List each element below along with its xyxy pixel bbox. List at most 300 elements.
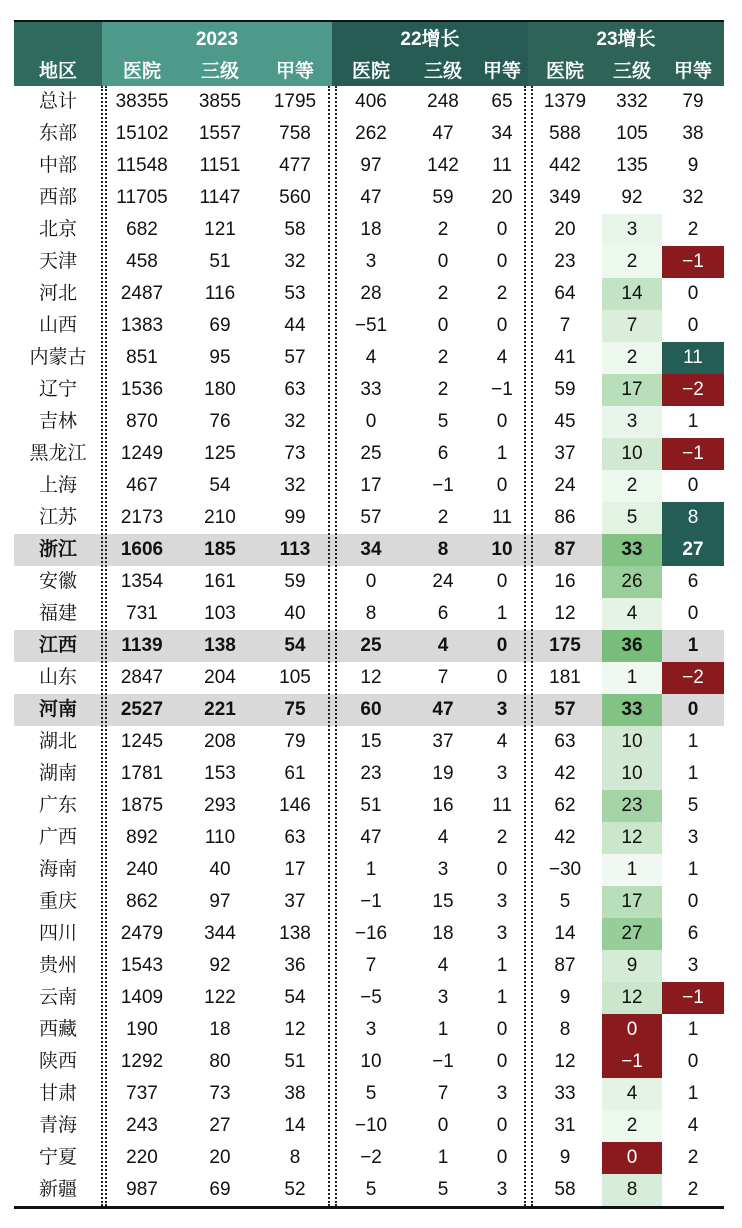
region-name: 山西 bbox=[38, 315, 77, 336]
cell-gradeA-2023: 38 bbox=[284, 1083, 306, 1104]
cell-tier3-22g: −1 bbox=[432, 475, 454, 496]
cell-hosp-22g: 51 bbox=[360, 795, 382, 816]
table-row bbox=[14, 246, 724, 278]
table-row bbox=[14, 822, 724, 854]
cell-gradeA-22g: 10 bbox=[491, 539, 513, 560]
cell-tier3-2023: 3855 bbox=[198, 91, 242, 112]
cell-gradeA-23g: 1 bbox=[687, 635, 699, 656]
cell-gradeA-2023: 63 bbox=[284, 379, 306, 400]
cell-hosp-2023: 682 bbox=[126, 219, 158, 240]
cell-hosp-2023: 2479 bbox=[120, 923, 164, 944]
cell-hosp-22g: 12 bbox=[360, 667, 382, 688]
region-name: 贵州 bbox=[38, 955, 77, 976]
cell-tier3-23g: 1 bbox=[602, 662, 662, 694]
cell-gradeA-23g: 0 bbox=[687, 315, 699, 336]
cell-tier3-23g: 1 bbox=[602, 854, 662, 886]
cell-tier3-23g: 332 bbox=[616, 91, 648, 112]
cell-gradeA-2023: 37 bbox=[284, 891, 306, 912]
region-name: 安徽 bbox=[38, 571, 77, 592]
cell-tier3-2023: 180 bbox=[204, 379, 236, 400]
cell-hosp-2023: 1249 bbox=[120, 443, 164, 464]
cell-hosp-2023: 1409 bbox=[120, 987, 164, 1008]
cell-hosp-22g: 23 bbox=[360, 763, 382, 784]
cell-tier3-22g: 24 bbox=[432, 571, 454, 592]
cell-tier3-23g: 135 bbox=[616, 155, 648, 176]
table-row bbox=[14, 982, 724, 1014]
cell-tier3-2023: 1147 bbox=[199, 187, 241, 208]
table-row bbox=[14, 1174, 724, 1206]
cell-hosp-23g: 58 bbox=[554, 1179, 576, 1200]
cell-gradeA-22g: 0 bbox=[496, 411, 508, 432]
cell-tier3-22g: 248 bbox=[427, 91, 459, 112]
cell-hosp-22g: −10 bbox=[354, 1115, 388, 1136]
region-name: 西部 bbox=[38, 187, 77, 208]
cell-hosp-23g: 42 bbox=[554, 827, 576, 848]
cell-gradeA-23g: 2 bbox=[687, 219, 699, 240]
cell-hosp-2023: 243 bbox=[126, 1115, 158, 1136]
cell-hosp-22g: 97 bbox=[360, 155, 382, 176]
cell-tier3-23g: 3 bbox=[602, 406, 662, 438]
table-row bbox=[14, 182, 724, 214]
cell-tier3-2023: 208 bbox=[204, 731, 236, 752]
cell-tier3-23g: 17 bbox=[602, 374, 662, 406]
cell-tier3-22g: 2 bbox=[437, 507, 449, 528]
cell-hosp-23g: 23 bbox=[554, 251, 576, 272]
cell-gradeA-22g: 11 bbox=[492, 155, 512, 176]
cell-gradeA-22g: 65 bbox=[491, 91, 513, 112]
region-name: 青海 bbox=[38, 1115, 77, 1136]
region-name: 河南 bbox=[38, 699, 77, 720]
cell-tier3-2023: 18 bbox=[209, 1019, 231, 1040]
cell-gradeA-22g: 0 bbox=[496, 667, 508, 688]
cell-gradeA-22g: 0 bbox=[496, 475, 508, 496]
cell-tier3-23g: 2 bbox=[602, 470, 662, 502]
cell-tier3-2023: 80 bbox=[209, 1051, 231, 1072]
cell-gradeA-2023: 40 bbox=[284, 603, 306, 624]
cell-tier3-22g: 7 bbox=[437, 667, 449, 688]
cell-gradeA-2023: 57 bbox=[284, 347, 306, 368]
region-name: 吉林 bbox=[38, 411, 77, 432]
cell-gradeA-23g: 0 bbox=[687, 891, 699, 912]
cell-hosp-23g: 7 bbox=[559, 315, 571, 336]
cell-tier3-23g: 2 bbox=[602, 246, 662, 278]
cell-hosp-22g: 47 bbox=[360, 827, 382, 848]
cell-gradeA-2023: 8 bbox=[289, 1147, 301, 1168]
cell-gradeA-22g: 1 bbox=[496, 603, 508, 624]
cell-gradeA-22g: 0 bbox=[496, 571, 508, 592]
cell-gradeA-22g: 0 bbox=[496, 1115, 508, 1136]
cell-tier3-22g: 37 bbox=[432, 731, 454, 752]
cell-hosp-23g: −30 bbox=[548, 859, 582, 880]
cell-gradeA-23g: −1 bbox=[662, 438, 724, 470]
cell-gradeA-2023: 75 bbox=[284, 699, 306, 720]
cell-hosp-2023: 190 bbox=[126, 1019, 158, 1040]
cell-hosp-2023: 731 bbox=[126, 603, 158, 624]
cell-gradeA-22g: 4 bbox=[496, 347, 508, 368]
cell-tier3-22g: 8 bbox=[437, 539, 449, 560]
cell-gradeA-22g: 0 bbox=[496, 635, 508, 656]
table-row bbox=[14, 374, 724, 406]
cell-tier3-23g: 36 bbox=[602, 630, 662, 662]
region-name: 辽宁 bbox=[38, 379, 77, 400]
cell-hosp-23g: 33 bbox=[554, 1083, 576, 1104]
cell-tier3-23g: 10 bbox=[602, 438, 662, 470]
cell-tier3-23g: 10 bbox=[602, 758, 662, 790]
cell-gradeA-2023: 1795 bbox=[273, 91, 317, 112]
cell-gradeA-23g: 4 bbox=[687, 1115, 699, 1136]
table-row bbox=[14, 950, 724, 982]
group-header-1: 22增长 bbox=[400, 29, 460, 50]
cell-gradeA-2023: 12 bbox=[284, 1019, 306, 1040]
cell-tier3-22g: 142 bbox=[427, 155, 459, 176]
cell-hosp-23g: 31 bbox=[554, 1115, 576, 1136]
cell-tier3-22g: 1 bbox=[437, 1019, 449, 1040]
table-row bbox=[14, 214, 724, 246]
group-separator-line bbox=[335, 86, 337, 1206]
table-row bbox=[14, 1046, 724, 1078]
region-name: 四川 bbox=[38, 923, 77, 944]
cell-tier3-2023: 185 bbox=[204, 539, 236, 560]
column-header-hosp-22g: 医院 bbox=[351, 61, 390, 82]
cell-tier3-22g: 16 bbox=[432, 795, 454, 816]
cell-tier3-2023: 20 bbox=[209, 1147, 231, 1168]
cell-hosp-23g: 175 bbox=[549, 635, 581, 656]
cell-gradeA-23g: 1 bbox=[687, 1019, 699, 1040]
region-name: 中部 bbox=[38, 155, 77, 176]
cell-gradeA-22g: 3 bbox=[496, 1083, 508, 1104]
cell-hosp-2023: 870 bbox=[126, 411, 158, 432]
cell-gradeA-22g: 11 bbox=[492, 795, 512, 816]
table-row bbox=[14, 118, 724, 150]
cell-hosp-22g: −51 bbox=[354, 315, 388, 336]
table-row bbox=[14, 790, 724, 822]
cell-tier3-2023: 40 bbox=[209, 859, 231, 880]
cell-hosp-23g: 12 bbox=[554, 1051, 576, 1072]
region-name: 江西 bbox=[38, 635, 77, 656]
cell-hosp-2023: 1245 bbox=[120, 731, 164, 752]
table-row bbox=[14, 918, 724, 950]
cell-gradeA-2023: 54 bbox=[284, 635, 306, 656]
cell-hosp-23g: 181 bbox=[549, 667, 581, 688]
cell-gradeA-2023: 32 bbox=[284, 411, 306, 432]
cell-tier3-2023: 69 bbox=[209, 315, 231, 336]
cell-tier3-2023: 110 bbox=[204, 827, 236, 848]
region-name: 黑龙江 bbox=[29, 443, 87, 464]
cell-gradeA-2023: 146 bbox=[279, 795, 311, 816]
cell-hosp-22g: 15 bbox=[360, 731, 382, 752]
cell-tier3-23g: 2 bbox=[602, 1110, 662, 1142]
cell-gradeA-23g: −1 bbox=[662, 982, 724, 1014]
cell-hosp-2023: 1543 bbox=[120, 955, 164, 976]
column-header-gradeA-22g: 甲等 bbox=[482, 61, 521, 82]
table-row bbox=[14, 342, 724, 374]
cell-tier3-22g: 4 bbox=[437, 635, 449, 656]
cell-hosp-23g: 42 bbox=[554, 763, 576, 784]
cell-tier3-2023: 161 bbox=[204, 571, 236, 592]
cell-gradeA-23g: 1 bbox=[687, 411, 699, 432]
table-row bbox=[14, 150, 724, 182]
cell-gradeA-23g: 11 bbox=[662, 342, 724, 374]
cell-hosp-23g: 588 bbox=[549, 123, 581, 144]
cell-tier3-23g: 17 bbox=[602, 886, 662, 918]
cell-hosp-22g: −5 bbox=[360, 987, 382, 1008]
cell-gradeA-2023: 17 bbox=[284, 859, 306, 880]
cell-gradeA-22g: 1 bbox=[496, 955, 508, 976]
table-row bbox=[14, 534, 724, 566]
cell-tier3-23g: 4 bbox=[602, 1078, 662, 1110]
table-row bbox=[14, 278, 724, 310]
table-row bbox=[14, 310, 724, 342]
cell-tier3-23g: 0 bbox=[602, 1014, 662, 1046]
column-header-tier3-23g: 三级 bbox=[612, 61, 651, 82]
table-row bbox=[14, 886, 724, 918]
region-name: 天津 bbox=[38, 251, 77, 272]
region-name: 甘肃 bbox=[38, 1083, 77, 1104]
cell-tier3-22g: 47 bbox=[432, 123, 454, 144]
cell-gradeA-2023: 560 bbox=[279, 187, 311, 208]
table-row bbox=[14, 854, 724, 886]
cell-tier3-22g: 19 bbox=[432, 763, 454, 784]
cell-hosp-23g: 349 bbox=[549, 187, 581, 208]
cell-gradeA-23g: 1 bbox=[687, 1083, 699, 1104]
cell-tier3-2023: 204 bbox=[204, 667, 236, 688]
cell-tier3-23g: 4 bbox=[602, 598, 662, 630]
cell-tier3-22g: 2 bbox=[437, 379, 449, 400]
cell-tier3-22g: 2 bbox=[437, 283, 449, 304]
cell-tier3-22g: 3 bbox=[437, 987, 449, 1008]
cell-hosp-23g: 12 bbox=[554, 603, 576, 624]
cell-tier3-23g: 12 bbox=[602, 822, 662, 854]
region-name: 北京 bbox=[38, 219, 77, 240]
table-row bbox=[14, 758, 724, 790]
table-row bbox=[14, 598, 724, 630]
column-header-tier3-22g: 三级 bbox=[423, 61, 462, 82]
cell-tier3-23g: 14 bbox=[602, 278, 662, 310]
cell-hosp-23g: 57 bbox=[554, 699, 576, 720]
table-row bbox=[14, 438, 724, 470]
cell-tier3-2023: 97 bbox=[209, 891, 231, 912]
cell-tier3-23g: −1 bbox=[602, 1046, 662, 1078]
cell-gradeA-22g: 0 bbox=[496, 315, 508, 336]
cell-hosp-2023: 1875 bbox=[120, 795, 164, 816]
cell-hosp-23g: 1379 bbox=[543, 91, 587, 112]
region-name: 内蒙古 bbox=[29, 347, 87, 368]
cell-tier3-2023: 293 bbox=[204, 795, 236, 816]
cell-hosp-2023: 2173 bbox=[120, 507, 164, 528]
cell-hosp-22g: 18 bbox=[360, 219, 382, 240]
cell-tier3-2023: 138 bbox=[204, 635, 236, 656]
cell-hosp-22g: 25 bbox=[360, 635, 382, 656]
cell-gradeA-23g: 1 bbox=[687, 731, 699, 752]
cell-gradeA-2023: 61 bbox=[284, 763, 306, 784]
cell-gradeA-23g: 0 bbox=[687, 699, 699, 720]
table-row bbox=[14, 1014, 724, 1046]
cell-hosp-22g: 25 bbox=[360, 443, 382, 464]
cell-gradeA-2023: 105 bbox=[279, 667, 311, 688]
cell-gradeA-2023: 73 bbox=[284, 443, 306, 464]
cell-hosp-2023: 1536 bbox=[120, 379, 164, 400]
cell-hosp-23g: 20 bbox=[554, 219, 576, 240]
cell-gradeA-2023: 14 bbox=[284, 1115, 306, 1136]
cell-gradeA-23g: 2 bbox=[687, 1147, 699, 1168]
cell-gradeA-22g: 2 bbox=[496, 827, 508, 848]
cell-gradeA-2023: 138 bbox=[279, 923, 311, 944]
cell-hosp-23g: 87 bbox=[554, 539, 576, 560]
cell-hosp-22g: −2 bbox=[360, 1147, 382, 1168]
region-name: 东部 bbox=[38, 123, 77, 144]
table-row bbox=[14, 502, 724, 534]
cell-tier3-22g: 0 bbox=[437, 251, 449, 272]
cell-tier3-23g: 8 bbox=[602, 1174, 662, 1206]
region-name: 山东 bbox=[38, 667, 77, 688]
region-name: 湖北 bbox=[38, 731, 77, 752]
cell-tier3-23g: 10 bbox=[602, 726, 662, 758]
group-header-0: 2023 bbox=[195, 29, 239, 50]
cell-tier3-23g: 33 bbox=[602, 534, 662, 566]
cell-hosp-23g: 16 bbox=[554, 571, 576, 592]
cell-hosp-2023: 11548 bbox=[116, 155, 168, 176]
cell-tier3-22g: 1 bbox=[437, 1147, 449, 1168]
table-bottom-rule bbox=[14, 1206, 724, 1209]
cell-hosp-22g: 33 bbox=[360, 379, 382, 400]
cell-hosp-22g: 47 bbox=[360, 187, 382, 208]
table-row bbox=[14, 726, 724, 758]
cell-tier3-2023: 95 bbox=[209, 347, 231, 368]
cell-hosp-2023: 1354 bbox=[120, 571, 164, 592]
cell-tier3-23g: 3 bbox=[602, 214, 662, 246]
cell-gradeA-22g: 2 bbox=[496, 283, 508, 304]
cell-hosp-2023: 1383 bbox=[120, 315, 164, 336]
cell-tier3-2023: 153 bbox=[204, 763, 236, 784]
cell-gradeA-22g: 1 bbox=[496, 987, 508, 1008]
cell-tier3-2023: 1557 bbox=[198, 123, 242, 144]
cell-gradeA-2023: 53 bbox=[284, 283, 306, 304]
cell-gradeA-23g: 32 bbox=[682, 187, 704, 208]
group-separator-line bbox=[531, 86, 533, 1206]
cell-tier3-23g: 0 bbox=[602, 1142, 662, 1174]
cell-gradeA-22g: 3 bbox=[496, 923, 508, 944]
cell-gradeA-23g: 38 bbox=[682, 123, 704, 144]
cell-gradeA-23g: 0 bbox=[687, 603, 699, 624]
cell-hosp-22g: −16 bbox=[354, 923, 388, 944]
region-name: 宁夏 bbox=[38, 1147, 77, 1168]
cell-hosp-23g: 37 bbox=[554, 443, 576, 464]
cell-hosp-23g: 5 bbox=[559, 891, 571, 912]
cell-tier3-23g: 7 bbox=[602, 310, 662, 342]
cell-hosp-2023: 892 bbox=[126, 827, 158, 848]
cell-gradeA-22g: 0 bbox=[496, 1051, 508, 1072]
cell-tier3-23g: 5 bbox=[602, 502, 662, 534]
cell-gradeA-2023: 32 bbox=[284, 251, 306, 272]
cell-gradeA-23g: 0 bbox=[687, 283, 699, 304]
cell-tier3-2023: 125 bbox=[204, 443, 236, 464]
region-name: 陕西 bbox=[38, 1051, 77, 1072]
cell-hosp-2023: 737 bbox=[126, 1083, 158, 1104]
region-name: 海南 bbox=[38, 859, 77, 880]
table-row bbox=[14, 1110, 724, 1142]
table-row bbox=[14, 630, 724, 662]
table-row bbox=[14, 1142, 724, 1174]
cell-gradeA-2023: 44 bbox=[284, 315, 306, 336]
cell-gradeA-22g: 3 bbox=[496, 1179, 508, 1200]
cell-hosp-2023: 220 bbox=[126, 1147, 158, 1168]
cell-gradeA-23g: −1 bbox=[662, 246, 724, 278]
cell-tier3-22g: 3 bbox=[437, 859, 449, 880]
cell-tier3-22g: 0 bbox=[437, 1115, 449, 1136]
cell-tier3-23g: 92 bbox=[621, 187, 643, 208]
group-separator-line bbox=[328, 86, 330, 1206]
cell-gradeA-2023: 113 bbox=[279, 539, 311, 560]
cell-tier3-2023: 73 bbox=[209, 1083, 231, 1104]
region-name: 浙江 bbox=[38, 539, 77, 560]
cell-gradeA-2023: 79 bbox=[284, 731, 306, 752]
cell-tier3-22g: 59 bbox=[432, 187, 454, 208]
cell-tier3-2023: 103 bbox=[204, 603, 236, 624]
cell-hosp-22g: 57 bbox=[360, 507, 382, 528]
group-separator-line bbox=[101, 86, 103, 1206]
cell-tier3-22g: −1 bbox=[432, 1051, 454, 1072]
cell-hosp-22g: 28 bbox=[360, 283, 382, 304]
cell-tier3-2023: 69 bbox=[209, 1179, 231, 1200]
cell-gradeA-23g: 5 bbox=[687, 795, 699, 816]
cell-gradeA-23g: 3 bbox=[687, 827, 699, 848]
cell-hosp-22g: 60 bbox=[360, 699, 382, 720]
cell-tier3-23g: 26 bbox=[602, 566, 662, 598]
cell-tier3-22g: 4 bbox=[437, 827, 449, 848]
cell-tier3-2023: 221 bbox=[204, 699, 236, 720]
region-name: 河北 bbox=[38, 283, 77, 304]
group-separator-line bbox=[105, 86, 107, 1206]
region-name: 总计 bbox=[38, 91, 77, 112]
cell-hosp-2023: 1139 bbox=[121, 635, 163, 656]
cell-tier3-23g: 23 bbox=[602, 790, 662, 822]
region-name: 广东 bbox=[38, 795, 77, 816]
cell-gradeA-2023: 63 bbox=[284, 827, 306, 848]
cell-tier3-23g: 27 bbox=[602, 918, 662, 950]
cell-tier3-22g: 0 bbox=[437, 315, 449, 336]
cell-gradeA-22g: −1 bbox=[491, 379, 513, 400]
cell-hosp-23g: 86 bbox=[554, 507, 576, 528]
cell-gradeA-22g: 1 bbox=[496, 443, 508, 464]
group-header-2: 23增长 bbox=[596, 29, 656, 50]
cell-tier3-2023: 121 bbox=[204, 219, 236, 240]
cell-gradeA-23g: 79 bbox=[682, 91, 704, 112]
cell-gradeA-23g: −2 bbox=[662, 662, 724, 694]
cell-tier3-2023: 210 bbox=[204, 507, 236, 528]
cell-hosp-2023: 458 bbox=[126, 251, 158, 272]
cell-hosp-22g: −1 bbox=[360, 891, 382, 912]
cell-hosp-2023: 862 bbox=[126, 891, 158, 912]
cell-tier3-23g: 9 bbox=[602, 950, 662, 982]
cell-hosp-23g: 62 bbox=[554, 795, 576, 816]
cell-gradeA-2023: 58 bbox=[284, 219, 306, 240]
column-header-tier3-2023: 三级 bbox=[200, 61, 239, 82]
cell-hosp-23g: 64 bbox=[554, 283, 576, 304]
cell-tier3-22g: 5 bbox=[437, 1179, 449, 1200]
cell-hosp-23g: 8 bbox=[559, 1019, 571, 1040]
cell-hosp-2023: 1781 bbox=[120, 763, 164, 784]
cell-tier3-22g: 18 bbox=[432, 923, 454, 944]
cell-gradeA-22g: 4 bbox=[496, 731, 508, 752]
table-row bbox=[14, 566, 724, 598]
region-name: 福建 bbox=[38, 603, 77, 624]
cell-tier3-22g: 2 bbox=[437, 219, 449, 240]
cell-tier3-2023: 1151 bbox=[199, 155, 241, 176]
cell-gradeA-22g: 0 bbox=[496, 1019, 508, 1040]
cell-hosp-23g: 87 bbox=[554, 955, 576, 976]
cell-tier3-22g: 47 bbox=[432, 699, 454, 720]
region-name: 新疆 bbox=[38, 1179, 77, 1200]
